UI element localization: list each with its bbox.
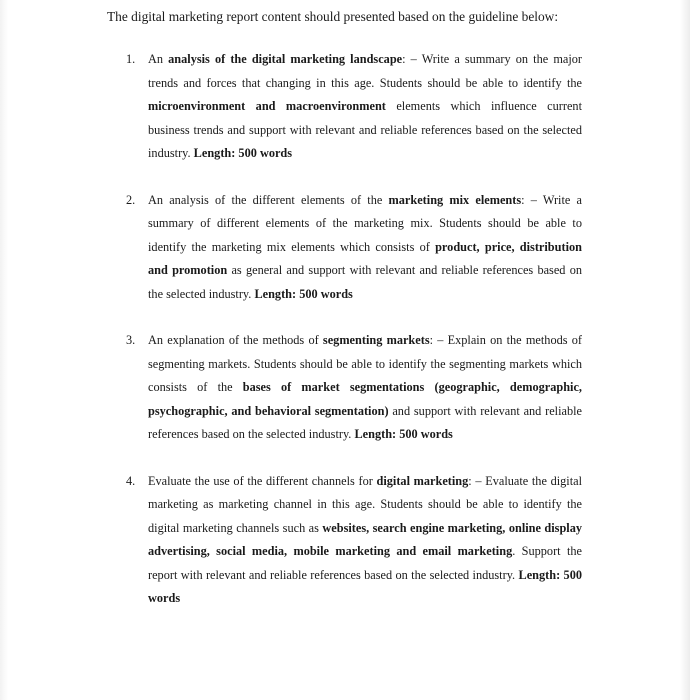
- guideline-item-1: [126, 48, 582, 166]
- text-run: as general and support with relevant and reliable references based on the selected industry.: [148, 263, 582, 301]
- bold-text: segmenting markets: [322, 333, 430, 347]
- guideline-list: [126, 48, 582, 611]
- bold-text: Length: 500 words: [193, 146, 293, 160]
- text-run: : – Explain on the methods of segmenting markets. Students should be able to identify the segmenting markets which consists of the: [148, 333, 582, 394]
- text-run: : – Write a summary on the major trends and forces that changing in this age. Students should be able to identify the: [148, 52, 582, 90]
- guideline-item-3: [126, 329, 582, 447]
- bold-text: websites, search engine marketing, online display advertising, social media, mobile marketing and email marketing: [148, 520, 582, 558]
- text-run: : – Evaluate the digital marketing as marketing channel in this age. Students should be able to identify the digital marketing channels such as: [148, 473, 582, 535]
- guideline-item-4: [126, 470, 582, 611]
- bold-text: marketing mix elements: [388, 192, 522, 207]
- item-body: [148, 52, 582, 160]
- item-number: 4.: [126, 473, 136, 488]
- text-run: An analysis of the different elements of the: [148, 192, 389, 207]
- bold-text: analysis of the digital marketing landscape: [168, 52, 403, 66]
- bold-text: bases of market segmentations (geographic, demographic, psychographic, and behavioral segmentation): [148, 380, 582, 418]
- intro-text: The digital marketing report content should presented based on the guideline below:: [107, 9, 559, 24]
- text-run: An explanation of the methods of: [148, 333, 323, 347]
- bold-text: microenvironment and macroenvironment: [148, 99, 386, 113]
- bold-text: Length: 500 words: [354, 427, 453, 441]
- bold-text: product, price, distribution and promotion: [148, 239, 582, 277]
- text-run: and support with relevant and reliable references based on the selected industry.: [148, 403, 582, 441]
- item-number: 3.: [126, 333, 136, 347]
- item-body: [148, 474, 582, 606]
- bold-text: Length: 500 words: [254, 286, 353, 301]
- bold-text: digital marketing: [376, 473, 469, 488]
- text-run: elements which influence current business trends and support with relevant and reliable references based on the selected industry.: [148, 99, 582, 160]
- text-run: . Support the report with relevant and reliable references based on the selected industry.: [148, 544, 582, 582]
- text-run: Evaluate the use of the different channels for: [148, 473, 377, 488]
- item-body: [148, 333, 582, 441]
- item-body: [148, 193, 582, 301]
- text-run: : – Write a summary of different elements of the marketing mix. Students should be able to identify the marketing mix elements which consists of: [148, 192, 582, 254]
- item-number: 1.: [126, 52, 136, 66]
- item-number: 2.: [126, 192, 136, 207]
- bold-text: Length: 500 words: [148, 567, 582, 605]
- guideline-item-2: [126, 189, 582, 307]
- text-run: An: [148, 52, 169, 66]
